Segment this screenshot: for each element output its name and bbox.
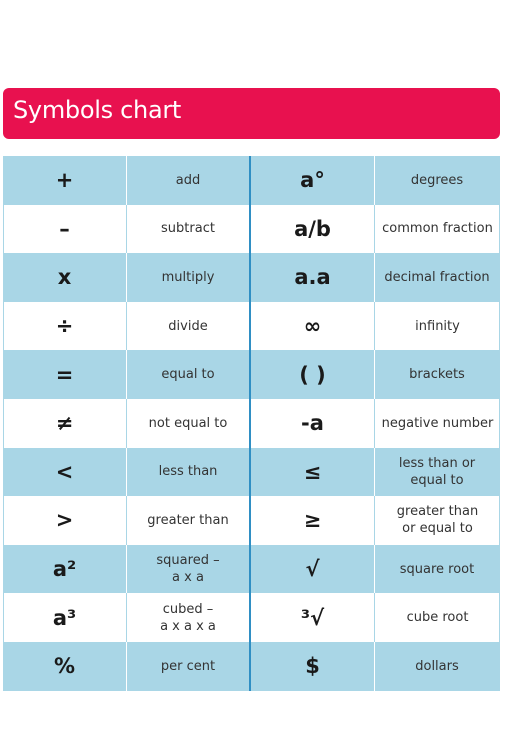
symbol-cell: ∞ — [251, 302, 375, 351]
symbols-table — [3, 156, 500, 691]
table-row — [3, 448, 500, 497]
description-cell: cubed – a x a x a — [127, 593, 251, 642]
description-cell: cube root — [406, 610, 469, 626]
symbol-cell: – — [3, 205, 127, 254]
description-cell: divide — [127, 302, 251, 351]
symbol-cell: ≠ — [3, 399, 127, 448]
page-title: Symbols chart — [13, 96, 182, 124]
description-cell: not equal to — [127, 399, 251, 448]
table-row — [3, 545, 500, 594]
description-cell: degrees — [375, 156, 500, 205]
symbol-cell: √ — [251, 545, 375, 594]
symbol-cell: a/b — [251, 205, 375, 254]
table-row — [3, 156, 500, 205]
symbol-cell: a³ — [3, 593, 127, 642]
description-cell: common fraction — [382, 221, 493, 237]
description-cell: less than or equal to — [375, 448, 500, 497]
table-row — [3, 350, 500, 399]
table-row — [3, 593, 500, 642]
table-row — [3, 399, 500, 448]
description-cell: brackets — [375, 350, 500, 399]
symbol-cell: a° — [251, 156, 375, 205]
table-row — [3, 496, 500, 545]
description-cell: negative number — [381, 415, 494, 431]
symbol-cell: $ — [251, 642, 375, 691]
symbol-cell: ≤ — [251, 448, 375, 497]
symbol-cell: a.a — [251, 253, 375, 302]
symbol-cell: a² — [3, 545, 127, 594]
title-banner — [3, 88, 500, 139]
description-cell: infinity — [415, 318, 460, 334]
description-cell: dollars — [375, 642, 500, 691]
description-cell: decimal fraction — [375, 253, 500, 302]
description-cell: greater than — [127, 496, 251, 545]
symbol-cell: % — [3, 642, 127, 691]
symbol-cell: x — [3, 253, 127, 302]
description-cell: less than — [127, 448, 251, 497]
description-cell: subtract — [127, 205, 251, 254]
description-cell: add — [127, 156, 251, 205]
table-row — [3, 642, 500, 691]
description-cell: equal to — [127, 350, 251, 399]
symbol-cell: = — [3, 350, 127, 399]
table-row — [3, 253, 500, 302]
table-row — [3, 302, 500, 351]
description-cell: square root — [375, 545, 500, 594]
symbol-cell: ÷ — [3, 302, 127, 351]
symbol-cell: ³√ — [251, 593, 375, 642]
symbol-cell: > — [3, 496, 127, 545]
description-cell: squared – a x a — [127, 545, 251, 594]
description-cell: greater than or equal to — [396, 504, 479, 537]
table-row — [3, 205, 500, 254]
symbol-cell: ( ) — [251, 350, 375, 399]
symbol-cell: + — [3, 156, 127, 205]
symbol-cell: ≥ — [251, 496, 375, 545]
symbol-cell: < — [3, 448, 127, 497]
description-cell: per cent — [127, 642, 251, 691]
description-cell: multiply — [127, 253, 251, 302]
symbol-cell: -a — [251, 399, 375, 448]
